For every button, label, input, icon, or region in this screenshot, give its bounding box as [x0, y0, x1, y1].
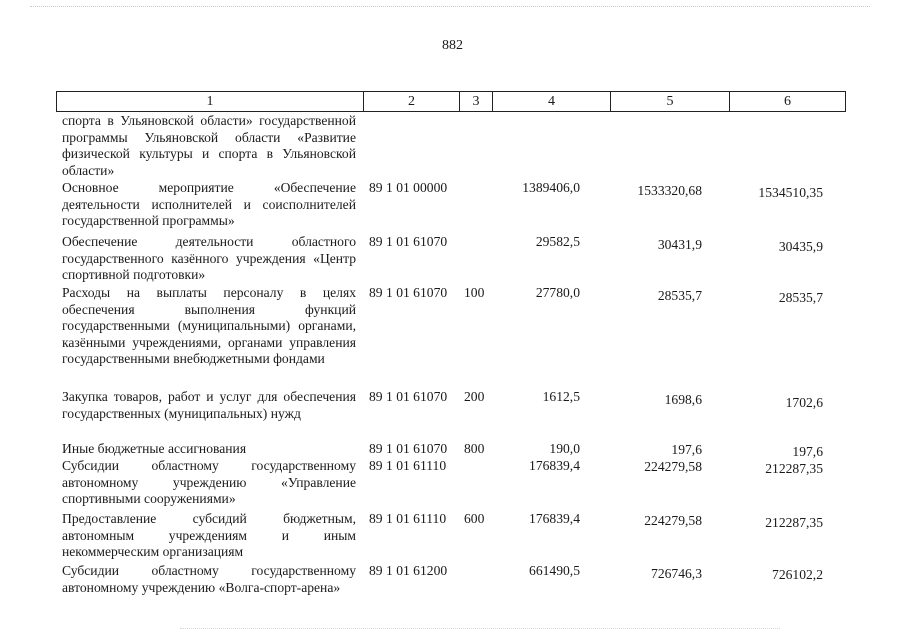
- row-name: Расходы на выплаты персоналу в целях обеспечения выполнения функций государственными (муниципальными) органами, казёнными учреждениями, органами управления государственными внебюджетными фондами: [62, 285, 356, 367]
- row-value-2024: 212287,35: [765, 461, 823, 476]
- row-value-2024: 28535,7: [778, 290, 823, 305]
- header-col-2: 2: [364, 92, 460, 112]
- row-name: Обеспечение деятельности областного государственного казённого учреждения «Центр спортивной подготовки»: [62, 234, 356, 283]
- row-name: Субсидии областному государственному автономному учреждению «Управление спортивными сооружениями»: [62, 458, 356, 507]
- header-col-5: 5: [611, 92, 730, 112]
- row-value-2023: 224279,58: [644, 459, 702, 474]
- row-value-2022: 661490,5: [529, 563, 580, 578]
- row-value-2024: 726102,2: [772, 567, 823, 582]
- row-value-2022: 27780,0: [535, 285, 580, 300]
- scan-noise: [30, 6, 870, 9]
- row-code: 89 1 01 00000: [369, 180, 448, 195]
- header-col-4: 4: [493, 92, 611, 112]
- row-vr: 800: [464, 441, 485, 456]
- row-name: спорта в Ульяновской области» государственной программы Ульяновской области «Развитие физической культуры и спорта в Ульяновской области»: [62, 113, 356, 178]
- row-code: 89 1 01 61110: [369, 458, 447, 473]
- row-value-2024: 1702,6: [785, 395, 823, 410]
- row-name: Иные бюджетные ассигнования: [62, 441, 247, 456]
- row-value-2023: 1698,6: [664, 392, 702, 407]
- row-code: 89 1 01 61200: [369, 563, 448, 578]
- row-code: 89 1 01 61070: [369, 389, 448, 404]
- page-number: 882: [442, 38, 463, 53]
- row-value-2023: 1533320,68: [637, 183, 702, 198]
- row-vr: 200: [464, 389, 485, 404]
- row-vr: 100: [464, 285, 485, 300]
- header-col-1: 1: [57, 92, 364, 112]
- header-col-3: 3: [460, 92, 493, 112]
- row-value-2024: 1534510,35: [758, 185, 823, 200]
- row-name: Основное мероприятие «Обеспечение деятельности исполнителей и соисполнителей государственной программы»: [62, 180, 356, 229]
- row-value-2023: 28535,7: [657, 288, 702, 303]
- row-name: Предоставление субсидий бюджетным, автономным учреждениям и иным некоммерческим организациям: [62, 511, 356, 560]
- row-value-2022: 1612,5: [542, 389, 580, 404]
- row-code: 89 1 01 61110: [369, 511, 447, 526]
- row-name: Субсидии областному государственному автономному учреждению «Волга-спорт-арена»: [62, 563, 356, 595]
- table-header: [56, 91, 846, 112]
- row-vr: 600: [464, 511, 485, 526]
- row-value-2023: 224279,58: [644, 513, 702, 528]
- row-value-2022: 176839,4: [529, 458, 580, 473]
- row-code: 89 1 01 61070: [369, 285, 448, 300]
- row-value-2022: 1389406,0: [522, 180, 580, 195]
- row-value-2022: 29582,5: [535, 234, 580, 249]
- row-name: Закупка товаров, работ и услуг для обеспечения государственных (муниципальных) нужд: [62, 389, 356, 421]
- scan-noise: [180, 628, 780, 630]
- row-value-2024: 30435,9: [778, 239, 823, 254]
- row-value-2022: 190,0: [549, 441, 580, 456]
- header-col-6: 6: [730, 92, 846, 112]
- row-value-2023: 726746,3: [651, 566, 702, 581]
- row-value-2023: 30431,9: [657, 237, 702, 252]
- row-value-2024: 212287,35: [765, 515, 823, 530]
- row-value-2022: 176839,4: [529, 511, 580, 526]
- row-value-2023: 197,6: [671, 442, 702, 457]
- row-value-2024: 197,6: [792, 444, 823, 459]
- row-code: 89 1 01 61070: [369, 234, 448, 249]
- row-code: 89 1 01 61070: [369, 441, 448, 456]
